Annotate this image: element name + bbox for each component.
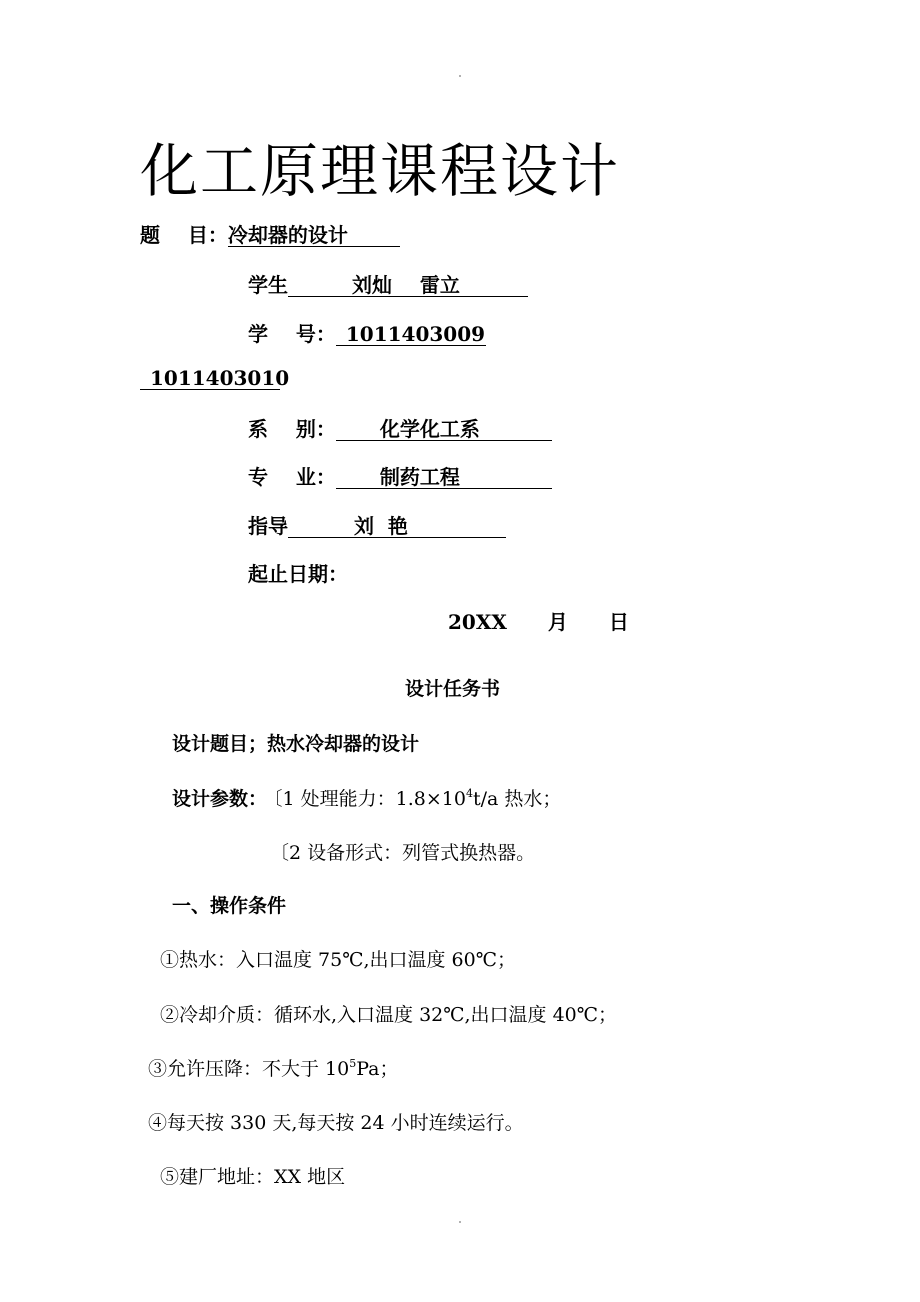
param-1-suffix: t/a 热水； [472, 788, 562, 810]
student-id-value-1-text: 1011403009 [345, 322, 486, 346]
topic-value [228, 225, 400, 247]
major-value-text: 制药工程 [379, 465, 460, 489]
student-row [248, 269, 528, 298]
student-id-row-2 [140, 366, 290, 390]
major-row [248, 461, 552, 490]
student-value-text: 刘灿 雷立 [352, 273, 460, 297]
condition-3-prefix: ③允许压降：不大于 10 [148, 1058, 350, 1080]
student-value [288, 275, 528, 297]
date-day: 日 [608, 610, 629, 634]
student-label: 学生 [248, 273, 288, 297]
condition-5: ⑤建厂地址：XX 地区 [160, 1166, 346, 1188]
condition-1: ①热水：入口温度 75℃,出口温度 60℃； [160, 949, 516, 971]
date-year: 20XX [448, 610, 507, 634]
condition-4: ④每天按 330 天,每天按 24 小时连续运行。 [148, 1112, 524, 1134]
major-label: 专 业： [248, 465, 336, 489]
design-params-row [172, 784, 561, 811]
top-dot-mark [459, 75, 461, 77]
student-id-value-2-text: 1011403010 [150, 366, 290, 390]
advisor-row [248, 510, 506, 539]
condition-3-exponent: 5 [349, 1057, 357, 1070]
condition-3-suffix: Pa； [356, 1058, 399, 1080]
advisor-value [288, 516, 506, 538]
topic-value-text: 冷却器的设计 [227, 223, 348, 247]
date-month: 月 [547, 610, 568, 634]
section-operating-conditions: 一、操作条件 [172, 895, 287, 917]
student-id-label: 学 号： [248, 322, 336, 346]
advisor-label: 指导 [248, 514, 288, 538]
date-row [448, 606, 629, 635]
design-params-label: 设计参数： [172, 788, 268, 810]
bottom-dot-mark [459, 1221, 461, 1223]
department-value [336, 419, 552, 441]
department-row [248, 413, 552, 442]
design-topic: 设计题目；热水冷却器的设计 [172, 733, 420, 755]
department-label: 系 别： [248, 417, 336, 441]
student-id-row [248, 318, 486, 347]
topic-row [140, 219, 400, 248]
student-id-value-1 [336, 324, 486, 346]
department-value-text: 化学化工系 [379, 417, 480, 441]
param-1-exponent: 4 [465, 787, 473, 800]
condition-2: ②冷却介质：循环水,入口温度 32℃,出口温度 40℃； [160, 1004, 618, 1026]
task-heading: 设计任务书 [405, 678, 501, 700]
student-id-value-2 [140, 366, 290, 390]
param-1-prefix: 〔1 处理能力：1.8×10 [273, 788, 466, 810]
document-title: 化工原理课程设计 [140, 137, 621, 205]
topic-label: 题 目： [140, 223, 228, 247]
param-2: 〔2 设备形式：列管式换热器。 [270, 842, 536, 864]
advisor-value-text: 刘 艳 [354, 514, 408, 538]
major-value [336, 467, 552, 489]
date-label: 起止日期： [248, 562, 348, 586]
condition-3 [148, 1054, 398, 1081]
